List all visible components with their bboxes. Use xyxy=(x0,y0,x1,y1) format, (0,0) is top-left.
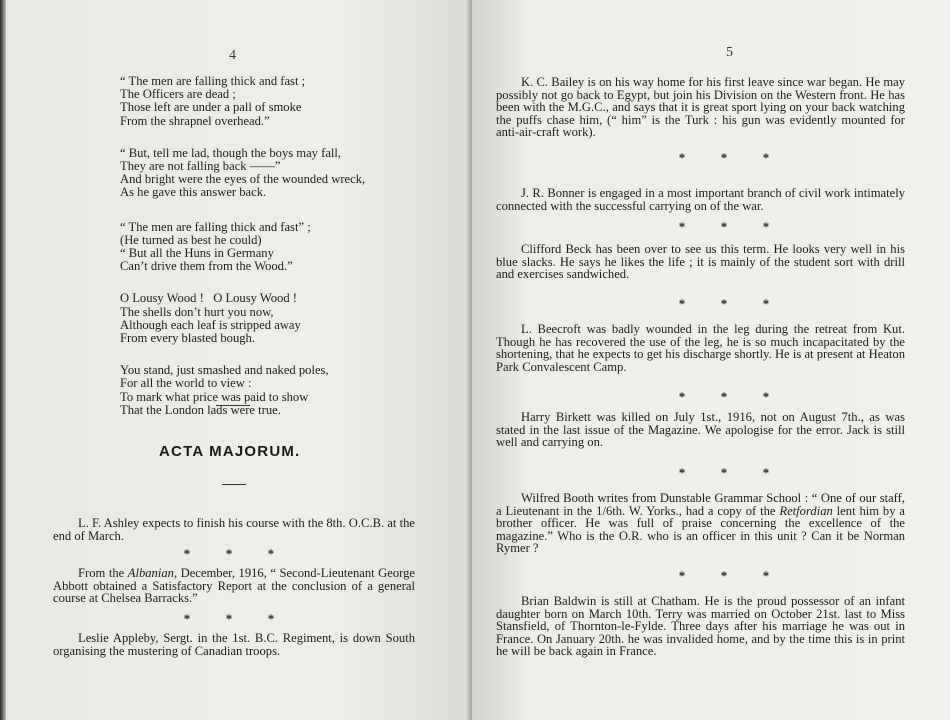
star-separator: * * * xyxy=(183,611,275,626)
news-entry: L. F. Ashley expects to finish his course with the 8th. O.C.B. at the end of March. xyxy=(53,516,415,543)
star-separator: * * * xyxy=(678,465,770,480)
page-number: 4 xyxy=(229,48,236,63)
poem-stanza xyxy=(120,147,450,200)
section-divider xyxy=(216,405,250,406)
poem-line: From every blasted bough. xyxy=(120,331,256,346)
poem-line: The shells don’t hurt you now, xyxy=(120,304,274,319)
news-entry: From the Albanian, December, 1916, “ Second-Lieutenant George Abbott obtained a Satisfactory Report at the conclusion of a general course at Chelsea Barracks.” xyxy=(53,566,415,606)
poem-line: (He turned as best he could) xyxy=(120,232,262,247)
poem-line: For all the world to view : xyxy=(120,376,252,391)
section-divider xyxy=(222,484,246,485)
star-separator: * * * xyxy=(678,568,770,583)
poem-line: “ But all the Huns in Germany xyxy=(120,246,274,261)
page-edge xyxy=(0,0,6,720)
star-separator: * * * xyxy=(678,150,770,165)
poem-line: Can’t drive them from the Wood.” xyxy=(120,259,293,274)
poem-line: As he gave this answer back. xyxy=(120,185,267,200)
news-entry: Brian Baldwin is still at Chatham. He is the proud possessor of an infant daughter born on March 10th. Terry was married on October 21st. last to Miss Stansfield, of Thornton-le-Fylde. Three days after his marriage he was out in France. On January 20th. he was invalided home, and by the time this is in print he will be back again in France. xyxy=(496,594,905,659)
news-entry: Clifford Beck has been over to see us this term. He looks very well in his blue slacks. He says he likes the life ; it is mainly of the student sort with drill and exercises sandwiched. xyxy=(496,242,905,282)
poem-line: They are not falling back ——” xyxy=(120,159,281,174)
star-separator: * * * xyxy=(678,389,770,404)
page-number: 5 xyxy=(726,45,733,60)
star-separator: * * * xyxy=(678,296,770,311)
poem-stanza xyxy=(120,364,450,417)
news-entry: L. Beecroft was badly wounded in the leg during the retreat from Kut. Though he has recovered the use of the leg, he is so much incapacitated by the shortening, that he expects to get his discharge shortly. He is at present at Heaton Park Convalescent Camp. xyxy=(496,322,905,374)
star-separator: * * * xyxy=(183,546,275,561)
news-entry: K. C. Bailey is on his way home for his first leave since war began. He may possibly not go back to Egypt, but join his Division on the Western front. He has been with the M.G.C., and says that it is great sport lying on your back watching the puffs chase him, (“ him” is the Turk : his gun was evidently mounted for anti-air-craft work). xyxy=(496,75,905,140)
poem-line: “ But, tell me lad, though the boys may fall, xyxy=(120,145,342,160)
right-page xyxy=(472,0,950,720)
news-entry: Wilfred Booth writes from Dunstable Grammar School : “ One of our staff, a Lieutenant in the 1/6th. W. Yorks., had a copy of the Retfordian lent him by a brother officer. He was full of praise concerning the excellence of the magazine.” Who is the O.R. who is an officer in this unit ? Can it be Norman Rymer ? xyxy=(496,491,905,556)
poem-line: Although each leaf is stripped away xyxy=(120,317,301,332)
poem-stanza xyxy=(120,292,450,345)
section-heading: ACTA MAJORUM. xyxy=(159,443,301,460)
poem-line: The Officers are dead ; xyxy=(120,87,236,102)
news-entry: Leslie Appleby, Sergt. in the 1st. B.C. Regiment, is down South organising the mustering of Canadian troops. xyxy=(53,631,415,658)
poem-line: To mark what price was paid to show xyxy=(120,389,309,404)
poem-line: O Lousy Wood ! O Lousy Wood ! xyxy=(120,291,297,306)
poem-line: You stand, just smashed and naked poles, xyxy=(120,363,329,378)
poem-line: “ The men are falling thick and fast ; xyxy=(120,74,306,88)
poem-stanza xyxy=(120,75,450,128)
news-entry: J. R. Bonner is engaged in a most important branch of civil work intimately connected with the successful carrying on of the war. xyxy=(496,186,905,213)
poem-line: That the London lads were true. xyxy=(120,402,281,417)
poem-line: Those left are under a pall of smoke xyxy=(120,100,302,115)
poem xyxy=(120,75,450,434)
poem-line: From the shrapnel overhead.” xyxy=(120,113,270,128)
poem-line: And bright were the eyes of the wounded wreck, xyxy=(120,172,366,187)
left-page xyxy=(0,0,472,720)
poem-stanza xyxy=(120,221,450,274)
poem-line: “ The men are falling thick and fast” ; xyxy=(120,219,311,234)
star-separator: * * * xyxy=(678,219,770,234)
news-entry: Harry Birkett was killed on July 1st., 1916, not on August 7th., as was stated in the last issue of the Magazine. We apologise for the error. Jack is still well and carrying on. xyxy=(496,410,905,450)
